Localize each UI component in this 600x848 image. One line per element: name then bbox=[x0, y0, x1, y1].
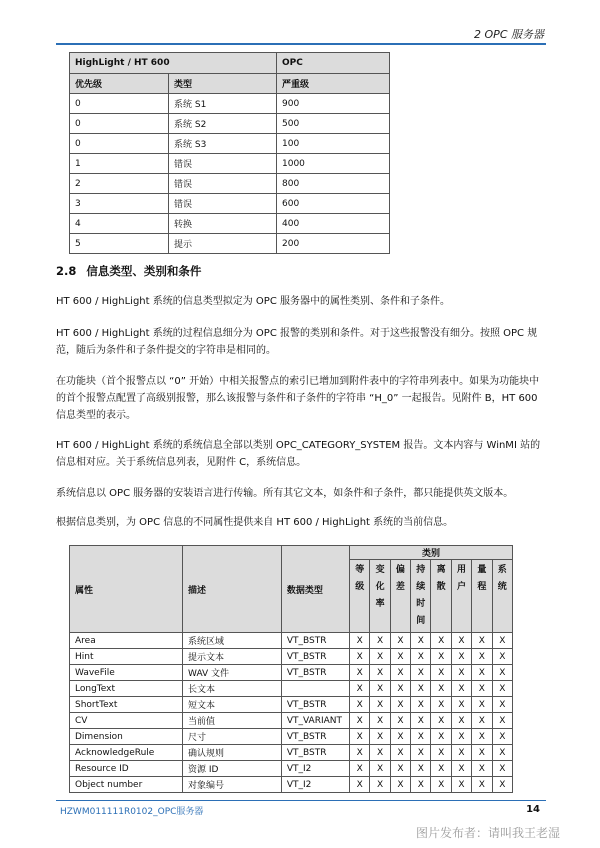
table-row bbox=[70, 214, 390, 234]
severity-cell: 600 bbox=[277, 194, 390, 214]
category-mark-cell: X bbox=[451, 761, 471, 777]
category-mark-cell: X bbox=[431, 681, 451, 697]
category-header bbox=[411, 560, 431, 633]
category-header-char: 级 bbox=[355, 582, 365, 592]
category-mark-cell: X bbox=[451, 681, 471, 697]
attribute-category-table bbox=[69, 545, 513, 793]
category-mark-cell: X bbox=[350, 777, 370, 793]
category-mark-cell: X bbox=[431, 777, 451, 793]
section-title: 信息类型、类别和条件 bbox=[86, 264, 202, 278]
table-row bbox=[70, 194, 390, 214]
category-mark-cell: X bbox=[431, 665, 451, 681]
category-header bbox=[472, 560, 492, 633]
category-mark-cell: X bbox=[350, 745, 370, 761]
severity-cell: 100 bbox=[277, 134, 390, 154]
category-mark-cell: X bbox=[350, 713, 370, 729]
footer-rule bbox=[56, 800, 546, 801]
category-header bbox=[492, 560, 512, 633]
category-header-char: 统 bbox=[497, 582, 507, 592]
category-mark-cell: X bbox=[390, 681, 410, 697]
severity-cell: 900 bbox=[277, 94, 390, 114]
col-priority: 优先级 bbox=[70, 74, 169, 94]
datatype-cell: VT_BSTR bbox=[281, 697, 349, 713]
description-cell: 系统区域 bbox=[183, 633, 282, 649]
category-mark-cell: X bbox=[431, 713, 451, 729]
category-mark-cell: X bbox=[451, 633, 471, 649]
category-header bbox=[451, 560, 471, 633]
table-row bbox=[70, 761, 513, 777]
footer-doc-id: HZWM011111R0102_OPC服务器 bbox=[60, 807, 204, 817]
category-header-char: 离 bbox=[436, 565, 446, 575]
table-header-row-1 bbox=[70, 546, 513, 560]
category-mark-cell: X bbox=[411, 649, 431, 665]
description-cell: 尺寸 bbox=[183, 729, 282, 745]
category-mark-cell: X bbox=[472, 665, 492, 681]
category-mark-cell: X bbox=[451, 777, 471, 793]
table-row bbox=[70, 633, 513, 649]
description-cell: 对象编号 bbox=[183, 777, 282, 793]
category-mark-cell: X bbox=[370, 761, 390, 777]
paragraph-5: 系统信息以 OPC 服务器的安装语言进行传输。所有其它文本，如条件和子条件，都只能提供英文版本。 bbox=[56, 488, 514, 499]
category-mark-cell: X bbox=[451, 729, 471, 745]
category-header-char: 等 bbox=[355, 565, 365, 575]
priority-severity-table bbox=[69, 52, 390, 254]
attribute-cell: Resource ID bbox=[70, 761, 183, 777]
type-cell: 错误 bbox=[169, 194, 277, 214]
table-row bbox=[70, 154, 390, 174]
category-mark-cell: X bbox=[451, 649, 471, 665]
category-header-char: 系 bbox=[497, 565, 507, 575]
table-row bbox=[70, 745, 513, 761]
category-mark-cell: X bbox=[492, 681, 512, 697]
category-mark-cell: X bbox=[390, 761, 410, 777]
category-mark-cell: X bbox=[451, 713, 471, 729]
type-cell: 系统 S3 bbox=[169, 134, 277, 154]
category-mark-cell: X bbox=[492, 745, 512, 761]
attribute-cell: ShortText bbox=[70, 697, 183, 713]
category-mark-cell: X bbox=[350, 633, 370, 649]
table-row bbox=[70, 665, 513, 681]
category-mark-cell: X bbox=[472, 777, 492, 793]
category-mark-cell: X bbox=[492, 633, 512, 649]
table-row bbox=[70, 713, 513, 729]
category-header-char: 程 bbox=[477, 582, 487, 592]
type-cell: 转换 bbox=[169, 214, 277, 234]
category-mark-cell: X bbox=[451, 697, 471, 713]
category-mark-cell: X bbox=[411, 633, 431, 649]
category-header bbox=[390, 560, 410, 633]
category-mark-cell: X bbox=[492, 777, 512, 793]
description-cell: 短文本 bbox=[183, 697, 282, 713]
priority-cell: 5 bbox=[70, 234, 169, 254]
category-mark-cell: X bbox=[492, 761, 512, 777]
category-mark-cell: X bbox=[431, 745, 451, 761]
category-mark-cell: X bbox=[370, 777, 390, 793]
category-header bbox=[350, 560, 370, 633]
type-cell: 错误 bbox=[169, 154, 277, 174]
category-mark-cell: X bbox=[492, 697, 512, 713]
priority-cell: 0 bbox=[70, 134, 169, 154]
watermark-text: 图片发布者：请叫我王老湿 bbox=[415, 826, 560, 840]
datatype-cell: VT_BSTR bbox=[281, 665, 349, 681]
category-mark-cell: X bbox=[472, 729, 492, 745]
category-mark-cell: X bbox=[370, 681, 390, 697]
table-row bbox=[70, 174, 390, 194]
category-header-char: 用 bbox=[457, 565, 467, 575]
category-header bbox=[370, 560, 390, 633]
type-cell: 提示 bbox=[169, 234, 277, 254]
paragraph-4: HT 600 / HighLight 系统的系统信息全部以类别 OPC_CATEGORY_SYSTEM 报告。文本内容与 WinMI 站的信息相对应。关于系统信息列表，见附件 C，系统信息。 bbox=[56, 440, 541, 468]
category-mark-cell: X bbox=[431, 729, 451, 745]
col-severity: 严重级 bbox=[277, 74, 390, 94]
category-mark-cell: X bbox=[390, 745, 410, 761]
category-mark-cell: X bbox=[370, 665, 390, 681]
category-header-char: 间 bbox=[416, 616, 426, 626]
category-mark-cell: X bbox=[411, 713, 431, 729]
category-mark-cell: X bbox=[390, 729, 410, 745]
category-mark-cell: X bbox=[390, 649, 410, 665]
description-cell: 确认规则 bbox=[183, 745, 282, 761]
type-cell: 系统 S2 bbox=[169, 114, 277, 134]
section-number: 2.8 bbox=[56, 264, 77, 278]
table-row bbox=[70, 114, 390, 134]
section-heading bbox=[56, 263, 201, 279]
category-mark-cell: X bbox=[390, 713, 410, 729]
category-mark-cell: X bbox=[472, 745, 492, 761]
category-mark-cell: X bbox=[411, 681, 431, 697]
table-group-header bbox=[70, 53, 390, 74]
table-row bbox=[70, 681, 513, 697]
category-header-char: 时 bbox=[416, 599, 426, 609]
attribute-cell: WaveFile bbox=[70, 665, 183, 681]
table-row bbox=[70, 94, 390, 114]
category-mark-cell: X bbox=[411, 665, 431, 681]
category-mark-cell: X bbox=[411, 697, 431, 713]
category-header-char: 散 bbox=[436, 582, 446, 592]
description-cell: 当前值 bbox=[183, 713, 282, 729]
type-cell: 错误 bbox=[169, 174, 277, 194]
col-attribute: 属性 bbox=[70, 546, 183, 633]
table-row bbox=[70, 729, 513, 745]
datatype-cell: VT_I2 bbox=[281, 761, 349, 777]
datatype-cell: VT_VARIANT bbox=[281, 713, 349, 729]
priority-cell: 1 bbox=[70, 154, 169, 174]
col-group-category: 类别 bbox=[350, 546, 513, 560]
category-mark-cell: X bbox=[472, 697, 492, 713]
category-mark-cell: X bbox=[411, 777, 431, 793]
attribute-cell: Dimension bbox=[70, 729, 183, 745]
attribute-cell: AcknowledgeRule bbox=[70, 745, 183, 761]
category-mark-cell: X bbox=[370, 745, 390, 761]
category-mark-cell: X bbox=[431, 761, 451, 777]
category-mark-cell: X bbox=[451, 745, 471, 761]
running-header: 2 OPC 服务器 bbox=[474, 28, 544, 41]
col-type: 类型 bbox=[169, 74, 277, 94]
category-header-char: 持 bbox=[416, 565, 426, 575]
attribute-cell: CV bbox=[70, 713, 183, 729]
description-cell: 资源 ID bbox=[183, 761, 282, 777]
type-cell: 系统 S1 bbox=[169, 94, 277, 114]
group-header-highlight: HighLight / HT 600 bbox=[70, 53, 277, 74]
datatype-cell: VT_BSTR bbox=[281, 729, 349, 745]
severity-cell: 500 bbox=[277, 114, 390, 134]
category-mark-cell: X bbox=[370, 713, 390, 729]
category-mark-cell: X bbox=[431, 633, 451, 649]
group-header-opc: OPC bbox=[277, 53, 390, 74]
paragraph-2: HT 600 / HighLight 系统的过程信息细分为 OPC 报警的类别和条件。对于这些报警没有细分。按照 OPC 规范，随后为条件和子条件提交的字符串是相同的。 bbox=[56, 328, 538, 356]
col-description: 描述 bbox=[183, 546, 282, 633]
datatype-cell: VT_I2 bbox=[281, 777, 349, 793]
category-mark-cell: X bbox=[492, 665, 512, 681]
category-mark-cell: X bbox=[472, 633, 492, 649]
datatype-cell: VT_BSTR bbox=[281, 745, 349, 761]
category-header-char: 偏 bbox=[395, 565, 405, 575]
category-header-char: 化 bbox=[375, 582, 385, 592]
category-mark-cell: X bbox=[350, 697, 370, 713]
category-mark-cell: X bbox=[350, 649, 370, 665]
attribute-cell: Object number bbox=[70, 777, 183, 793]
table-row bbox=[70, 649, 513, 665]
attribute-cell: Area bbox=[70, 633, 183, 649]
category-header-char: 变 bbox=[375, 565, 385, 575]
category-mark-cell: X bbox=[492, 713, 512, 729]
page-number: 14 bbox=[526, 804, 540, 815]
description-cell: WAV 文件 bbox=[183, 665, 282, 681]
category-header bbox=[431, 560, 451, 633]
category-mark-cell: X bbox=[472, 649, 492, 665]
priority-cell: 0 bbox=[70, 94, 169, 114]
category-mark-cell: X bbox=[472, 713, 492, 729]
category-mark-cell: X bbox=[390, 665, 410, 681]
category-mark-cell: X bbox=[370, 633, 390, 649]
priority-cell: 4 bbox=[70, 214, 169, 234]
category-mark-cell: X bbox=[411, 745, 431, 761]
paragraph-6: 根据信息类别，为 OPC 信息的不同属性提供来自 HT 600 / HighLight 系统的当前信息。 bbox=[56, 517, 454, 528]
category-header-char: 续 bbox=[416, 582, 426, 592]
severity-cell: 200 bbox=[277, 234, 390, 254]
description-cell: 提示文本 bbox=[183, 649, 282, 665]
table-row bbox=[70, 234, 390, 254]
paragraph-3: 在功能块（首个报警点以 “0” 开始）中相关报警点的索引已增加到附件表中的字符串列表中。如果为功能块中的首个报警点配置了高级别报警，那么该报警与条件和子条件的字符串 “H_0” 一起报告。见附件 B，HT 600 信息类型的表示。 bbox=[56, 376, 540, 421]
severity-cell: 800 bbox=[277, 174, 390, 194]
category-mark-cell: X bbox=[370, 729, 390, 745]
category-mark-cell: X bbox=[390, 633, 410, 649]
table-row bbox=[70, 697, 513, 713]
category-mark-cell: X bbox=[472, 761, 492, 777]
category-mark-cell: X bbox=[350, 665, 370, 681]
category-mark-cell: X bbox=[472, 681, 492, 697]
datatype-cell bbox=[281, 681, 349, 697]
category-mark-cell: X bbox=[431, 697, 451, 713]
category-mark-cell: X bbox=[390, 777, 410, 793]
category-mark-cell: X bbox=[350, 729, 370, 745]
priority-cell: 2 bbox=[70, 174, 169, 194]
category-header-char: 量 bbox=[477, 565, 487, 575]
category-mark-cell: X bbox=[411, 729, 431, 745]
severity-cell: 400 bbox=[277, 214, 390, 234]
category-mark-cell: X bbox=[370, 697, 390, 713]
priority-cell: 0 bbox=[70, 114, 169, 134]
datatype-cell: VT_BSTR bbox=[281, 633, 349, 649]
attribute-cell: LongText bbox=[70, 681, 183, 697]
category-mark-cell: X bbox=[350, 761, 370, 777]
category-mark-cell: X bbox=[350, 681, 370, 697]
table-row bbox=[70, 777, 513, 793]
category-mark-cell: X bbox=[390, 697, 410, 713]
table-column-header bbox=[70, 74, 390, 94]
category-header-char: 户 bbox=[457, 582, 467, 592]
category-header-char: 率 bbox=[375, 599, 385, 609]
attribute-cell: Hint bbox=[70, 649, 183, 665]
category-mark-cell: X bbox=[451, 665, 471, 681]
description-cell: 长文本 bbox=[183, 681, 282, 697]
category-mark-cell: X bbox=[370, 649, 390, 665]
header-rule bbox=[56, 43, 546, 45]
category-mark-cell: X bbox=[492, 649, 512, 665]
col-datatype: 数据类型 bbox=[281, 546, 349, 633]
priority-cell: 3 bbox=[70, 194, 169, 214]
severity-cell: 1000 bbox=[277, 154, 390, 174]
paragraph-1: HT 600 / HighLight 系统的信息类型拟定为 OPC 服务器中的属性类别、条件和子条件。 bbox=[56, 296, 450, 307]
datatype-cell: VT_BSTR bbox=[281, 649, 349, 665]
table-row bbox=[70, 134, 390, 154]
category-header-char: 差 bbox=[395, 582, 405, 592]
category-mark-cell: X bbox=[411, 761, 431, 777]
category-mark-cell: X bbox=[431, 649, 451, 665]
category-mark-cell: X bbox=[492, 729, 512, 745]
